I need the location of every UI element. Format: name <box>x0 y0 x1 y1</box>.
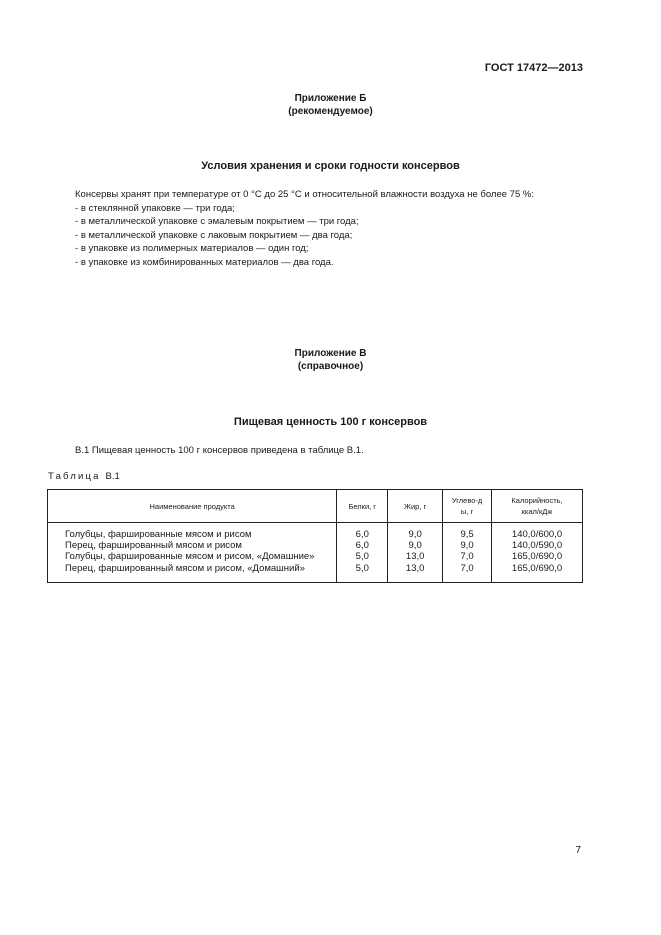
table-intro: В.1 Пищевая ценность 100 г консервов приведена в таблице В.1. <box>75 445 364 456</box>
table-caption-number: В.1 <box>105 471 120 482</box>
table-row <box>48 563 583 583</box>
storage-intro: Консервы хранят при температуре от 0 °С до 25 °С и относительной влажности воздуха не более 75 %: <box>75 189 534 200</box>
table-row <box>48 540 583 551</box>
cell-product: Перец, фаршированный мясом и рисом <box>48 540 337 551</box>
table-header-row <box>48 490 583 523</box>
page-number: 7 <box>575 845 581 856</box>
list-item: - в металлической упаковке с эмалевым покрытием — три года; <box>75 215 534 229</box>
annex-v-heading: Пищевая ценность 100 г консервов <box>233 416 428 428</box>
list-item: - в упаковке из комбинированных материалов — два года. <box>75 256 534 270</box>
cell-carbs: 9,5 <box>443 523 492 541</box>
table-row <box>48 523 583 541</box>
cell-fat: 13,0 <box>388 551 443 562</box>
column-header-product: Наименование продукта <box>48 490 337 523</box>
column-header-carbs: Углево-ды, г <box>443 490 492 523</box>
cell-calories: 140,0/600,0 <box>492 523 583 541</box>
cell-carbs: 7,0 <box>443 563 492 583</box>
cell-product: Голубцы, фаршированные мясом и рисом <box>48 523 337 541</box>
list-item: - в металлической упаковке с лаковым покрытием — два года; <box>75 229 534 243</box>
annex-v-status: (справочное) <box>297 361 364 372</box>
cell-carbs: 7,0 <box>443 551 492 562</box>
storage-list <box>75 202 534 270</box>
cell-fat: 13,0 <box>388 563 443 583</box>
annex-v-title: Приложение В <box>294 348 367 359</box>
cell-calories: 165,0/690,0 <box>492 563 583 583</box>
column-header-protein: Белки, г <box>337 490 388 523</box>
list-item: - в упаковке из полимерных материалов — один год; <box>75 242 534 256</box>
cell-fat: 9,0 <box>388 540 443 551</box>
nutrition-table <box>47 489 583 583</box>
table-row <box>48 551 583 562</box>
cell-protein: 5,0 <box>337 563 388 583</box>
table-caption <box>48 471 120 482</box>
annex-b-title: Приложение Б <box>294 93 367 104</box>
cell-product: Перец, фаршированный мясом и рисом, «Домашний» <box>48 563 337 583</box>
storage-conditions <box>75 188 534 270</box>
cell-calories: 140,0/590,0 <box>492 540 583 551</box>
cell-protein: 6,0 <box>337 540 388 551</box>
cell-protein: 5,0 <box>337 551 388 562</box>
annex-b-status: (рекомендуемое) <box>288 106 373 117</box>
cell-fat: 9,0 <box>388 523 443 541</box>
list-item: - в стеклянной упаковке — три года; <box>75 202 534 216</box>
cell-product: Голубцы, фаршированные мясом и рисом, «Домашние» <box>48 551 337 562</box>
cell-carbs: 9,0 <box>443 540 492 551</box>
table-caption-word: Таблица <box>48 471 101 482</box>
annex-b-heading: Условия хранения и сроки годности консервов <box>201 160 460 172</box>
cell-protein: 6,0 <box>337 523 388 541</box>
column-header-calories: Калорийность, ккал/кДж <box>492 490 583 523</box>
column-header-fat: Жир, г <box>388 490 443 523</box>
document-code: ГОСТ 17472—2013 <box>484 62 583 74</box>
cell-calories: 165,0/690,0 <box>492 551 583 562</box>
